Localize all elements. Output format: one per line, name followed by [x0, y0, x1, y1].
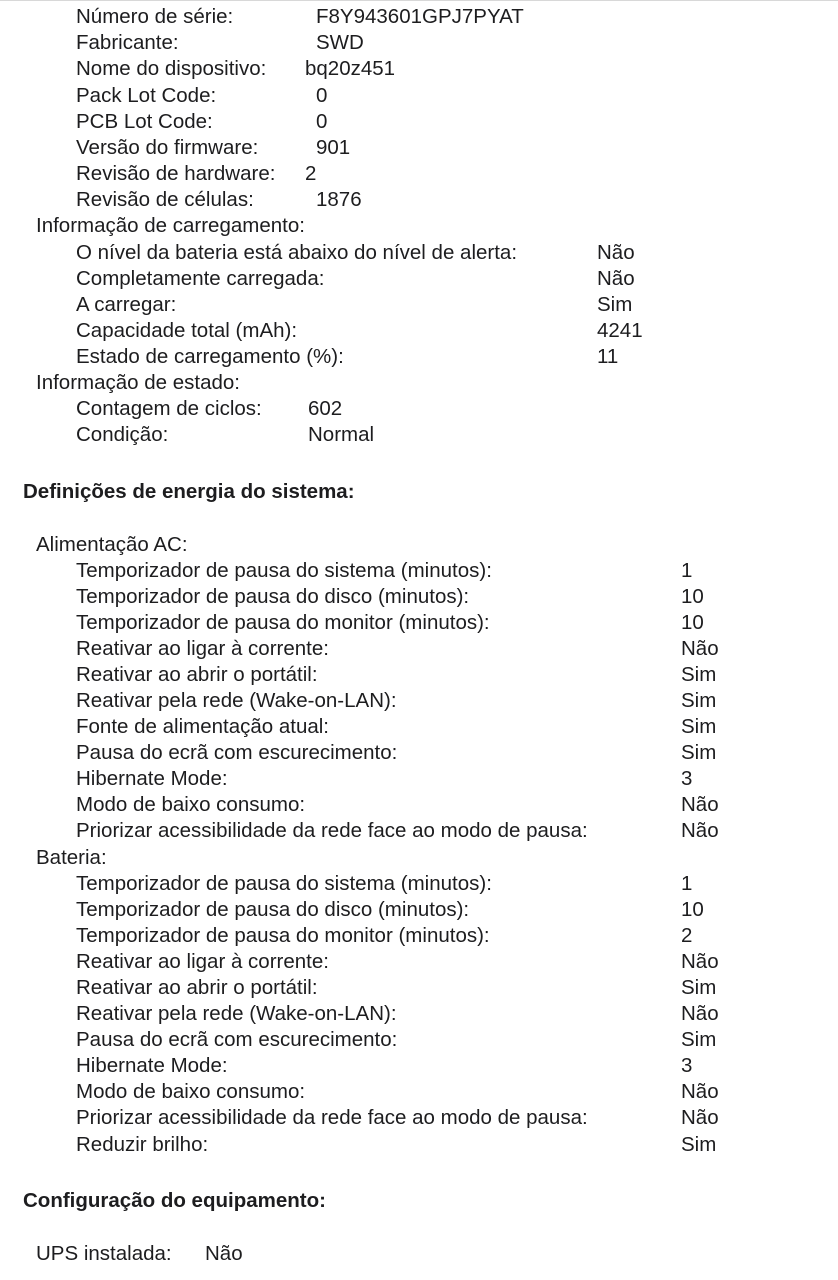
- row-value: Não: [597, 241, 635, 264]
- row-value: Não: [681, 1106, 719, 1129]
- ac-power-title: Alimentação AC:: [36, 533, 188, 556]
- row-value: F8Y943601GPJ7PYAT: [316, 5, 524, 28]
- row-label: Priorizar acessibilidade da rede face ao modo de pausa:: [76, 1106, 588, 1129]
- ups-label: UPS instalada:: [36, 1242, 172, 1265]
- row-value: 2: [305, 162, 317, 185]
- row-value: 2: [681, 924, 693, 947]
- row-label: Versão do firmware:: [76, 136, 259, 159]
- row-value: 10: [681, 898, 704, 921]
- row-label: Temporizador de pausa do monitor (minutos):: [76, 924, 490, 947]
- row-value: Sim: [681, 689, 717, 712]
- row-label: Modo de baixo consumo:: [76, 793, 306, 816]
- row-label: Condição:: [76, 423, 169, 446]
- row-label: Número de série:: [76, 5, 234, 28]
- row-label: A carregar:: [76, 293, 177, 316]
- row-label: Reduzir brilho:: [76, 1133, 209, 1156]
- row-label: Contagem de ciclos:: [76, 397, 262, 420]
- row-label: Modo de baixo consumo:: [76, 1080, 306, 1103]
- row-value: Sim: [681, 741, 717, 764]
- row-label: Hibernate Mode:: [76, 767, 228, 790]
- row-value: 11: [597, 345, 619, 368]
- row-value: bq20z451: [305, 57, 396, 80]
- row-label: Reativar ao ligar à corrente:: [76, 637, 329, 660]
- row-value: 10: [681, 611, 704, 634]
- row-label: Temporizador de pausa do monitor (minutos):: [76, 611, 490, 634]
- row-label: O nível da bateria está abaixo do nível de alerta:: [76, 241, 518, 264]
- hardware-config-heading: Configuração do equipamento:: [23, 1189, 326, 1212]
- row-label: Pausa do ecrã com escurecimento:: [76, 1028, 398, 1051]
- row-value: 901: [316, 136, 351, 159]
- row-label: Reativar ao abrir o portátil:: [76, 663, 318, 686]
- top-divider: [0, 0, 838, 1]
- row-value: 1: [681, 872, 693, 895]
- row-value: 0: [316, 84, 328, 107]
- row-value: Sim: [681, 1028, 717, 1051]
- battery-power-title: Bateria:: [36, 846, 107, 869]
- row-value: Sim: [597, 293, 633, 316]
- row-label: Temporizador de pausa do sistema (minutos):: [76, 559, 492, 582]
- row-value: 0: [316, 110, 328, 133]
- row-value: Não: [681, 793, 719, 816]
- row-label: Completamente carregada:: [76, 267, 325, 290]
- row-label: Estado de carregamento (%):: [76, 345, 344, 368]
- row-label: Revisão de hardware:: [76, 162, 276, 185]
- row-label: Revisão de células:: [76, 188, 254, 211]
- row-value: Não: [681, 1002, 719, 1025]
- row-value: Sim: [681, 976, 717, 999]
- row-label: PCB Lot Code:: [76, 110, 213, 133]
- row-label: Pausa do ecrã com escurecimento:: [76, 741, 398, 764]
- row-value: Sim: [681, 1133, 717, 1156]
- row-value: 1: [681, 559, 693, 582]
- row-value: Não: [681, 819, 719, 842]
- row-label: Pack Lot Code:: [76, 84, 217, 107]
- row-label: Priorizar acessibilidade da rede face ao modo de pausa:: [76, 819, 588, 842]
- row-value: 602: [308, 397, 343, 420]
- row-value: SWD: [316, 31, 364, 54]
- row-label: Capacidade total (mAh):: [76, 319, 298, 342]
- row-label: Hibernate Mode:: [76, 1054, 228, 1077]
- health-info-title: Informação de estado:: [36, 371, 240, 394]
- row-label: Nome do dispositivo:: [76, 57, 267, 80]
- row-value: 10: [681, 585, 704, 608]
- row-value: Não: [681, 1080, 719, 1103]
- row-value: Sim: [681, 663, 717, 686]
- row-label: Temporizador de pausa do disco (minutos):: [76, 898, 470, 921]
- row-value: 1876: [316, 188, 362, 211]
- row-value: Normal: [308, 423, 375, 446]
- row-value: 3: [681, 1054, 693, 1077]
- charge-info-title: Informação de carregamento:: [36, 214, 305, 237]
- row-label: Fabricante:: [76, 31, 179, 54]
- ups-value: Não: [205, 1242, 243, 1265]
- power-settings-heading: Definições de energia do sistema:: [23, 480, 355, 503]
- row-label: Reativar ao ligar à corrente:: [76, 950, 329, 973]
- row-value: Sim: [681, 715, 717, 738]
- row-label: Reativar pela rede (Wake-on-LAN):: [76, 689, 397, 712]
- row-label: Temporizador de pausa do sistema (minutos):: [76, 872, 492, 895]
- row-value: Não: [681, 950, 719, 973]
- row-label: Fonte de alimentação atual:: [76, 715, 329, 738]
- row-label: Reativar ao abrir o portátil:: [76, 976, 318, 999]
- row-value: 3: [681, 767, 693, 790]
- row-value: 4241: [597, 319, 643, 342]
- row-value: Não: [597, 267, 635, 290]
- row-value: Não: [681, 637, 719, 660]
- row-label: Reativar pela rede (Wake-on-LAN):: [76, 1002, 397, 1025]
- row-label: Temporizador de pausa do disco (minutos):: [76, 585, 470, 608]
